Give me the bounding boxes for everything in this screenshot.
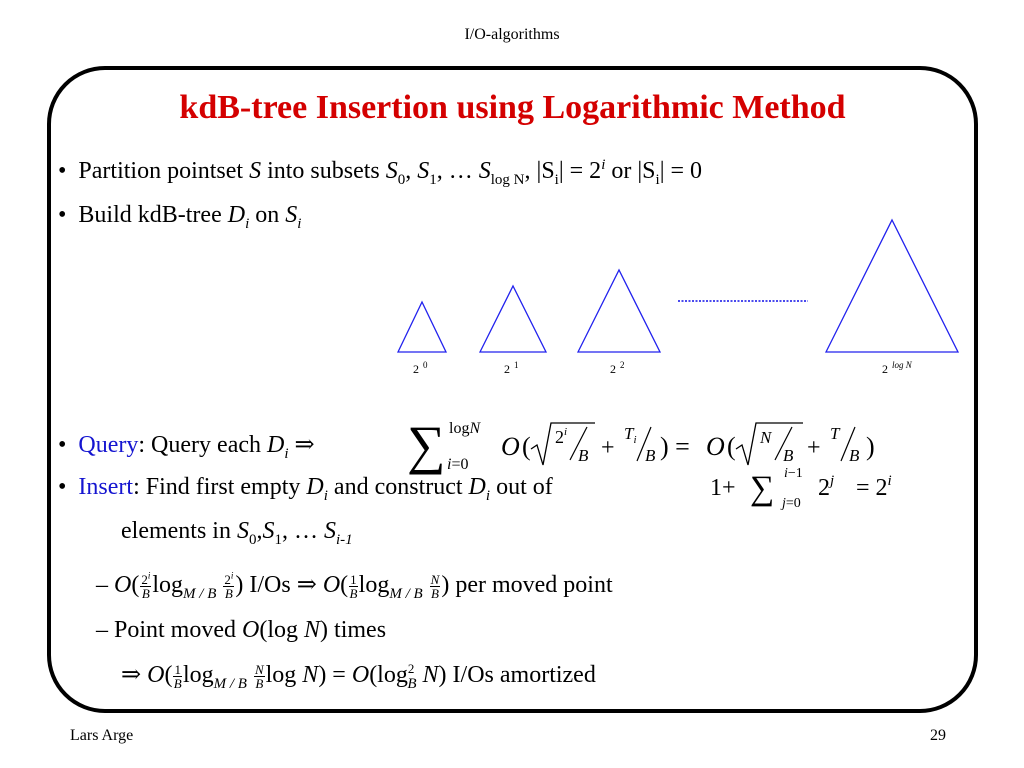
sub: i	[554, 171, 559, 188]
triangle-2-1	[480, 286, 546, 352]
sub: i-1	[335, 531, 353, 548]
bullet-dot: •	[58, 158, 79, 184]
triangle-diagram	[380, 210, 980, 385]
insert-continuation	[121, 518, 353, 548]
var-S: S	[249, 158, 262, 184]
sub-bullet-moved	[96, 617, 386, 644]
bullet-dot: •	[58, 202, 79, 228]
var-S0: S	[236, 518, 249, 544]
frac-B: B	[578, 446, 589, 465]
var-N: N	[304, 617, 321, 643]
bullet-dot: •	[58, 432, 79, 458]
bullet-insert	[58, 474, 553, 504]
var-D: D	[227, 202, 246, 228]
sub: log N	[490, 171, 525, 188]
O1: O	[501, 432, 520, 461]
sub: 1	[429, 171, 437, 188]
text: , |S	[524, 158, 555, 184]
query-keyword: Query	[78, 432, 139, 458]
bullet-partition	[58, 157, 703, 188]
bullet-build	[58, 202, 302, 232]
text: , …	[436, 158, 479, 184]
footer-author: Lars Arge	[70, 727, 134, 744]
text: into subsets	[261, 158, 386, 184]
text: on	[249, 202, 286, 228]
text: Build kdB-tree	[78, 202, 228, 228]
text: I/Os amortized	[446, 662, 596, 688]
triangle-label-0: 2 $^0$	[413, 360, 428, 376]
eq: ) =	[660, 432, 690, 461]
text: ⇒	[288, 432, 315, 458]
text: Partition pointset	[78, 158, 250, 184]
text: (log	[259, 617, 305, 643]
frac-B3: B	[783, 446, 794, 465]
two-j: 2$^j$	[818, 473, 835, 501]
text: Point moved	[114, 617, 243, 643]
footer-page-number: 29	[930, 727, 946, 744]
triangle-2-0	[398, 302, 446, 352]
var-S1: S	[262, 518, 275, 544]
plus2: +	[807, 435, 821, 461]
sum-sign: ∑	[750, 470, 775, 507]
cost-formula-2: O( $\frac{1}{B}$ $\log_{M / B}$ $\frac{N}{B}$ )	[322, 571, 450, 602]
eq-two-i: = $2^i$	[856, 473, 892, 501]
dash: –	[96, 572, 114, 598]
triangle-2-logN	[826, 220, 958, 352]
frac-2i: 2$^i$	[555, 426, 568, 447]
text: and construct	[327, 474, 469, 500]
sub: i	[297, 215, 302, 232]
insert-keyword: Insert	[78, 474, 134, 500]
triangle-label-2: 2 $^2$	[610, 360, 625, 376]
sub: i	[284, 445, 289, 462]
triangle-label-logN: 2 $^{log N}$	[882, 360, 912, 376]
sum-sign: ∑	[407, 415, 446, 475]
insert-formula-svg	[708, 463, 928, 513]
var-D: D	[468, 474, 486, 500]
text: , …	[281, 518, 324, 544]
sub-bullet-amortized	[121, 660, 596, 690]
var-Slog: S	[478, 158, 491, 184]
text: or |S	[605, 158, 656, 184]
triangle-2-2	[578, 270, 660, 352]
text: | = 0	[659, 158, 703, 184]
text: ,	[256, 518, 263, 544]
sub: i	[323, 487, 328, 504]
text: ) times	[320, 617, 387, 643]
bullet-dot: •	[58, 474, 79, 500]
sup: i	[601, 157, 606, 173]
text: : Query each	[138, 432, 267, 458]
var-D: D	[306, 474, 324, 500]
header-title: I/O-algorithms	[464, 26, 560, 43]
one-plus: 1+	[710, 475, 736, 501]
plus: +	[601, 435, 615, 461]
sum-upper: logN	[449, 420, 481, 437]
text: elements in	[121, 518, 237, 544]
frac-N: N	[760, 428, 772, 447]
frac-B4: B	[849, 446, 860, 465]
sum-lower: i=0	[447, 456, 469, 473]
sub: i	[655, 171, 660, 188]
text: out of	[490, 474, 553, 500]
frac-B2: B	[645, 446, 656, 465]
sub: 0	[397, 171, 406, 188]
text: ,	[405, 158, 418, 184]
var-S1: S	[417, 158, 430, 184]
frac-T: T	[830, 424, 840, 443]
sub: i	[245, 215, 250, 232]
bullet-query	[58, 430, 315, 462]
var-S0: S	[385, 158, 398, 184]
text: I/Os ⇒	[243, 572, 323, 598]
paren-close: )	[866, 432, 875, 461]
frac-Ti: $T_i$	[624, 424, 637, 446]
insert-formula	[708, 463, 928, 513]
dash: –	[96, 617, 114, 643]
sub: i	[485, 487, 491, 504]
amortized-formula: ⇒ O( $\frac{1}{B}$ $\log_{M / B}$ $\frac{N}{B}$ $\log N) = O(\log^2_B$ N)	[121, 661, 447, 692]
O2: O	[706, 432, 725, 461]
sum-lower: j=0	[782, 496, 801, 511]
cost-formula-1: O( $\frac{2^i}{B}$ $\log_{M / B}$ $\frac{2^i}{B}$ )	[114, 570, 244, 602]
var-O: O	[242, 617, 260, 643]
text: : Find first empty	[133, 474, 307, 500]
paren-open2: (	[727, 432, 736, 461]
paren-open: (	[522, 432, 531, 461]
text: | = 2	[558, 158, 602, 184]
var-Si: S	[323, 518, 336, 544]
var-D: D	[267, 432, 285, 458]
sub: 1	[274, 531, 282, 548]
sub: 0	[248, 531, 257, 548]
slide-title: kdB-tree Insertion using Logarithmic Method	[179, 89, 846, 126]
sum-upper: i−1	[784, 466, 803, 481]
sub-bullet-cost	[96, 570, 613, 600]
triangle-label-1: 2 $^1$	[504, 360, 519, 376]
text: per moved point	[449, 572, 613, 598]
var-S: S	[285, 202, 298, 228]
